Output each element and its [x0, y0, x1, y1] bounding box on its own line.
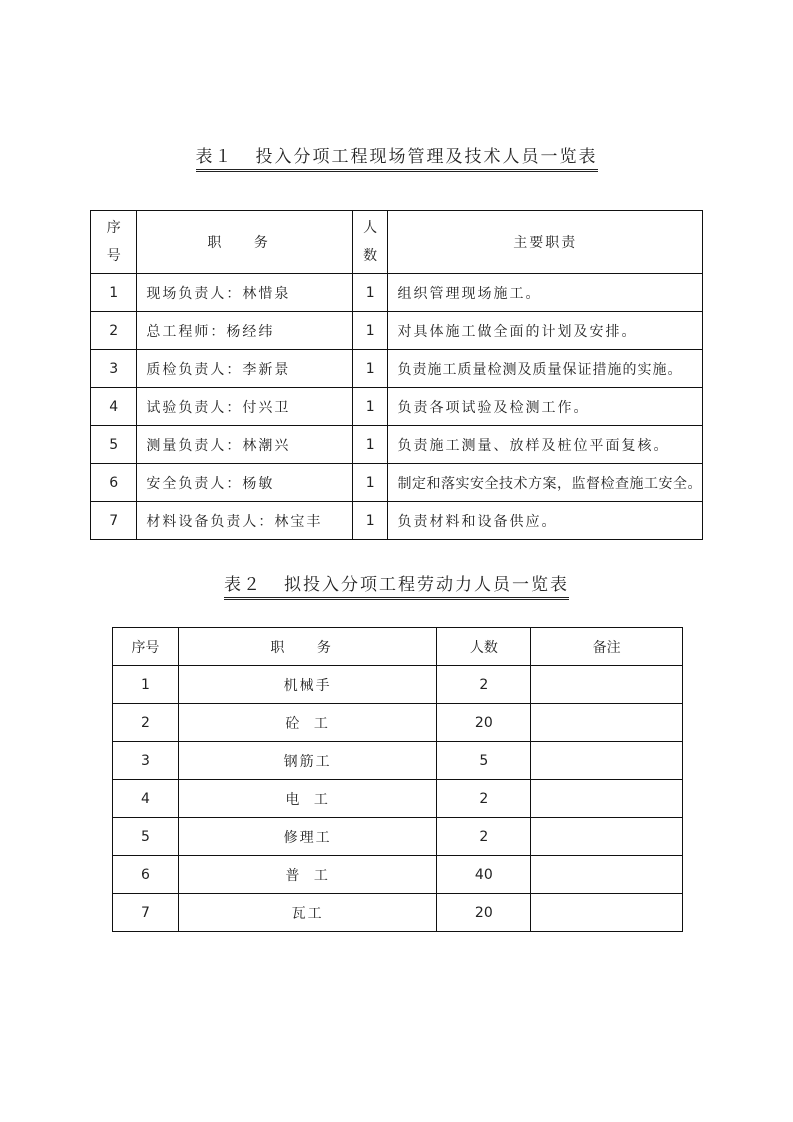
position-cell: 测量负责人：林潮兴	[137, 426, 352, 464]
count-cell: 1	[352, 388, 388, 426]
seq-cell: 3	[113, 742, 179, 780]
position-cell: 材料设备负责人：林宝丰	[137, 502, 352, 540]
count-cell: 40	[437, 856, 531, 894]
duties-cell: 制定和落实安全技术方案，监督检查施工安全。	[388, 464, 703, 502]
remarks-cell	[531, 666, 683, 704]
table-row	[113, 818, 683, 856]
count-cell: 1	[352, 502, 388, 540]
seq-cell: 4	[113, 780, 179, 818]
remarks-cell	[531, 742, 683, 780]
table-row	[91, 388, 703, 426]
table-row	[91, 350, 703, 388]
table-row	[113, 894, 683, 932]
table1-title-number: 表１	[195, 147, 234, 167]
position-cell: 修理工	[178, 818, 437, 856]
duties-cell: 负责各项试验及检测工作。	[388, 388, 703, 426]
duties-cell: 对具体施工做全面的计划及安排。	[388, 312, 703, 350]
table1-title	[0, 146, 793, 172]
position-cell: 安全负责人：杨敏	[137, 464, 352, 502]
count-cell: 1	[352, 350, 388, 388]
remarks-cell	[531, 856, 683, 894]
duties-cell: 负责施工质量检测及质量保证措施的实施。	[388, 350, 703, 388]
position-cell: 瓦工	[178, 894, 437, 932]
table1-title-text: 投入分项工程现场管理及技术人员一览表	[255, 147, 598, 167]
table-row	[113, 856, 683, 894]
count-cell: 2	[437, 818, 531, 856]
count-cell: 1	[352, 464, 388, 502]
table-row	[91, 464, 703, 502]
seq-cell: 6	[113, 856, 179, 894]
table1-header-duties: 主要职责	[388, 211, 703, 274]
seq-cell: 2	[113, 704, 179, 742]
table2-title	[0, 574, 793, 600]
remarks-cell	[531, 704, 683, 742]
table1-header-position: 职 务	[137, 211, 352, 274]
table1-header-row	[91, 211, 703, 274]
seq-cell: 2	[91, 312, 137, 350]
seq-cell: 1	[91, 274, 137, 312]
position-cell: 电 工	[178, 780, 437, 818]
table2-title-text: 拟投入分项工程劳动力人员一览表	[284, 575, 569, 595]
position-cell: 砼 工	[178, 704, 437, 742]
table2-header-remarks: 备注	[531, 628, 683, 666]
count-cell: 1	[352, 274, 388, 312]
remarks-cell	[531, 818, 683, 856]
count-cell: 5	[437, 742, 531, 780]
duties-cell: 负责施工测量、放样及桩位平面复核。	[388, 426, 703, 464]
table1-header-count: 人 数	[352, 211, 388, 274]
position-cell: 普 工	[178, 856, 437, 894]
labor-staff-table	[112, 627, 683, 932]
table2-header-count: 人数	[437, 628, 531, 666]
table-row	[113, 742, 683, 780]
table1-header-seq: 序 号	[91, 211, 137, 274]
seq-cell: 1	[113, 666, 179, 704]
remarks-cell	[531, 780, 683, 818]
table2-header-seq: 序号	[113, 628, 179, 666]
position-cell: 机械手	[178, 666, 437, 704]
position-cell: 钢筋工	[178, 742, 437, 780]
table-row	[91, 426, 703, 464]
seq-cell: 6	[91, 464, 137, 502]
table-row	[91, 274, 703, 312]
position-cell: 试验负责人：付兴卫	[137, 388, 352, 426]
table-row	[113, 666, 683, 704]
duties-cell: 负责材料和设备供应。	[388, 502, 703, 540]
table-row	[113, 704, 683, 742]
position-cell: 质检负责人：李新景	[137, 350, 352, 388]
table-row	[91, 312, 703, 350]
count-cell: 20	[437, 894, 531, 932]
position-cell: 总工程师：杨经纬	[137, 312, 352, 350]
count-cell: 1	[352, 312, 388, 350]
table2-header-row	[113, 628, 683, 666]
seq-cell: 5	[113, 818, 179, 856]
remarks-cell	[531, 894, 683, 932]
count-cell: 2	[437, 780, 531, 818]
duties-cell: 组织管理现场施工。	[388, 274, 703, 312]
table-row	[91, 502, 703, 540]
table2-header-position: 职 务	[178, 628, 437, 666]
position-cell: 现场负责人：林惜泉	[137, 274, 352, 312]
count-cell: 2	[437, 666, 531, 704]
count-cell: 1	[352, 426, 388, 464]
management-staff-table	[90, 210, 703, 540]
seq-cell: 7	[113, 894, 179, 932]
table2-title-number: 表２	[224, 575, 262, 595]
table-row	[113, 780, 683, 818]
seq-cell: 7	[91, 502, 137, 540]
count-cell: 20	[437, 704, 531, 742]
seq-cell: 5	[91, 426, 137, 464]
seq-cell: 3	[91, 350, 137, 388]
seq-cell: 4	[91, 388, 137, 426]
